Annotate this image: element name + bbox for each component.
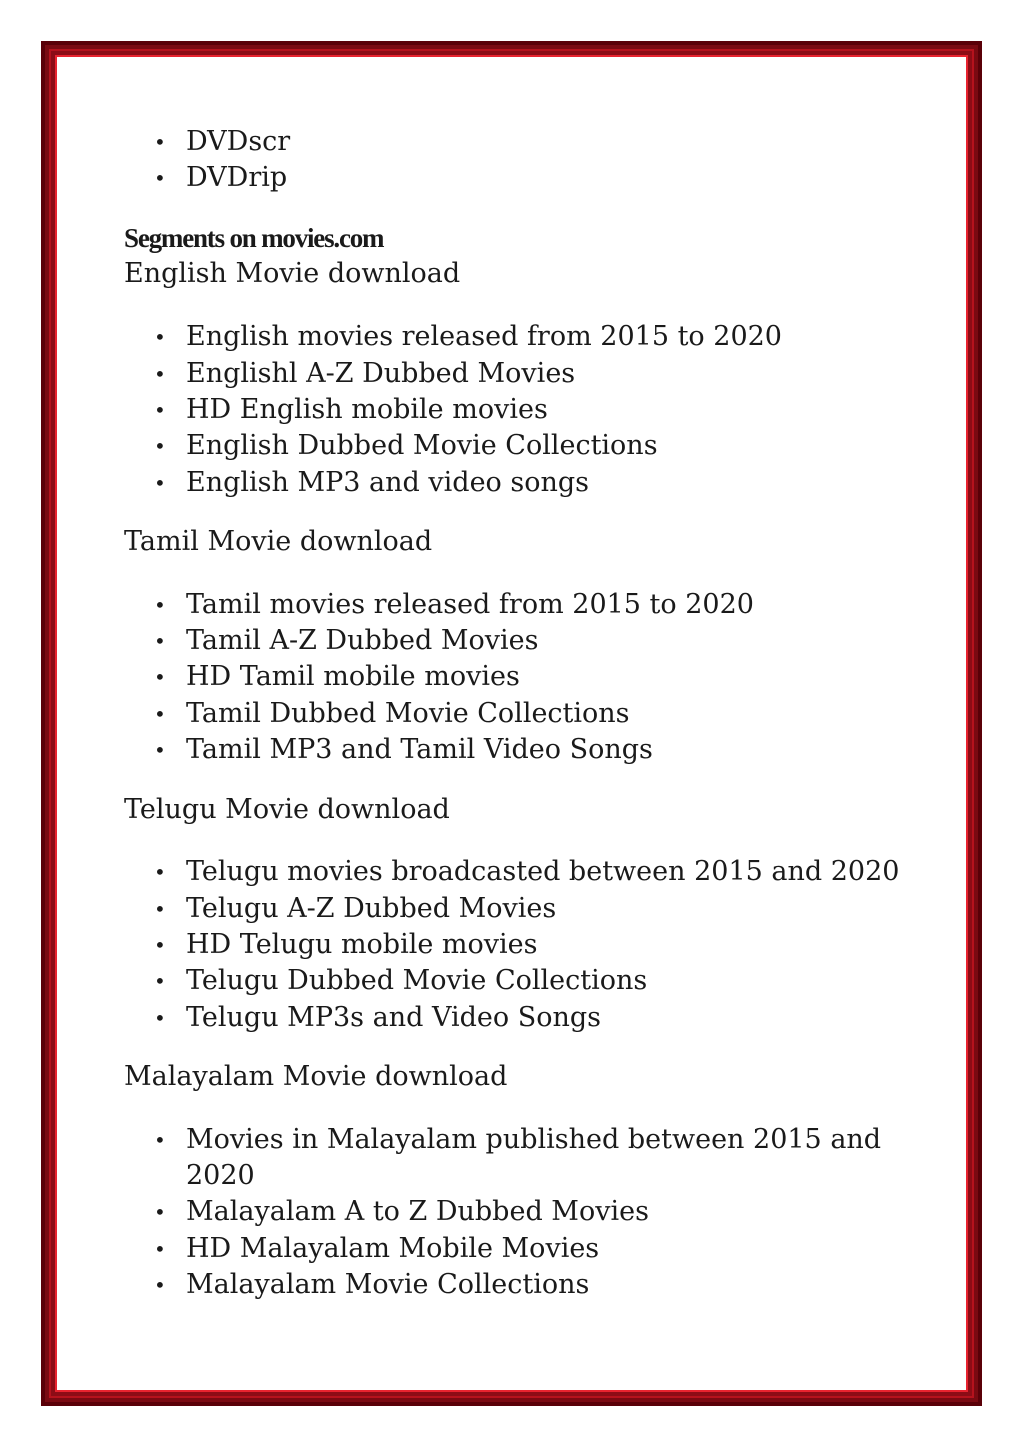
- list-item: • English movies released from 2015 to 2020: [124, 319, 904, 355]
- list-item: • HD Tamil mobile movies: [124, 659, 904, 695]
- bullet-icon: •: [154, 361, 166, 386]
- list-item: • DVDscr: [124, 124, 904, 160]
- bullet-icon: •: [154, 1127, 166, 1152]
- bullet-icon: •: [154, 1236, 166, 1261]
- bullet-icon: •: [154, 325, 166, 350]
- list-item: • English MP3 and video songs: [124, 465, 904, 501]
- document-content: [124, 124, 904, 1304]
- bullet-icon: •: [154, 860, 166, 885]
- bullet-icon: •: [154, 932, 166, 957]
- list-item: • Malayalam A to Z Dubbed Movies: [124, 1194, 904, 1230]
- bullet-icon: •: [154, 896, 166, 921]
- bullet-icon: •: [154, 629, 166, 654]
- list-item: • Tamil movies released from 2015 to 2020: [124, 587, 904, 623]
- tamil-list: [124, 587, 904, 769]
- bullet-icon: •: [154, 1200, 166, 1225]
- list-item: • Movies in Malayalam published between 2015 and 2020: [154, 1123, 882, 1191]
- section-title-malayalam: Malayalam Movie download: [124, 1061, 508, 1093]
- list-item: • Malayalam Movie Collections: [124, 1267, 904, 1303]
- bullet-icon: •: [154, 969, 166, 994]
- bullet-icon: •: [154, 470, 166, 495]
- list-item: • Telugu A-Z Dubbed Movies: [124, 891, 904, 927]
- list-item: • Tamil A-Z Dubbed Movies: [124, 623, 904, 659]
- list-item: • HD Telugu mobile movies: [124, 927, 904, 963]
- section-title-telugu: Telugu Movie download: [124, 793, 450, 825]
- bullet-icon: •: [154, 130, 166, 154]
- bullet-icon: •: [154, 738, 166, 763]
- list-item: • Telugu movies broadcasted between 2015 and 2020: [124, 854, 904, 890]
- list-item: • DVDrip: [124, 160, 904, 196]
- bullet-icon: •: [154, 592, 166, 617]
- section-title-tamil: Tamil Movie download: [124, 526, 433, 558]
- list-item: • Englishl A-Z Dubbed Movies: [124, 356, 904, 392]
- bullet-icon: •: [154, 1005, 166, 1030]
- list-item: • HD English mobile movies: [124, 392, 904, 428]
- segments-heading: Segments on movies.com: [124, 222, 384, 253]
- format-list: [124, 124, 904, 197]
- list-item: • Tamil Dubbed Movie Collections: [124, 696, 904, 732]
- english-list: [124, 319, 904, 501]
- malayalam-list: [124, 1122, 904, 1304]
- list-item: • Telugu Dubbed Movie Collections: [124, 963, 904, 999]
- list-item: • Telugu MP3s and Video Songs: [124, 1000, 904, 1036]
- bullet-icon: •: [154, 398, 166, 423]
- list-item: • English Dubbed Movie Collections: [124, 428, 904, 464]
- list-item: • Tamil MP3 and Tamil Video Songs: [124, 732, 904, 768]
- bullet-icon: •: [154, 701, 166, 726]
- section-title-english: English Movie download: [124, 257, 461, 289]
- list-item: • HD Malayalam Mobile Movies: [124, 1231, 904, 1267]
- telugu-list: [124, 854, 904, 1036]
- bullet-icon: •: [154, 166, 166, 191]
- bullet-icon: •: [154, 665, 166, 690]
- bullet-icon: •: [154, 434, 166, 459]
- bullet-icon: •: [154, 1273, 166, 1298]
